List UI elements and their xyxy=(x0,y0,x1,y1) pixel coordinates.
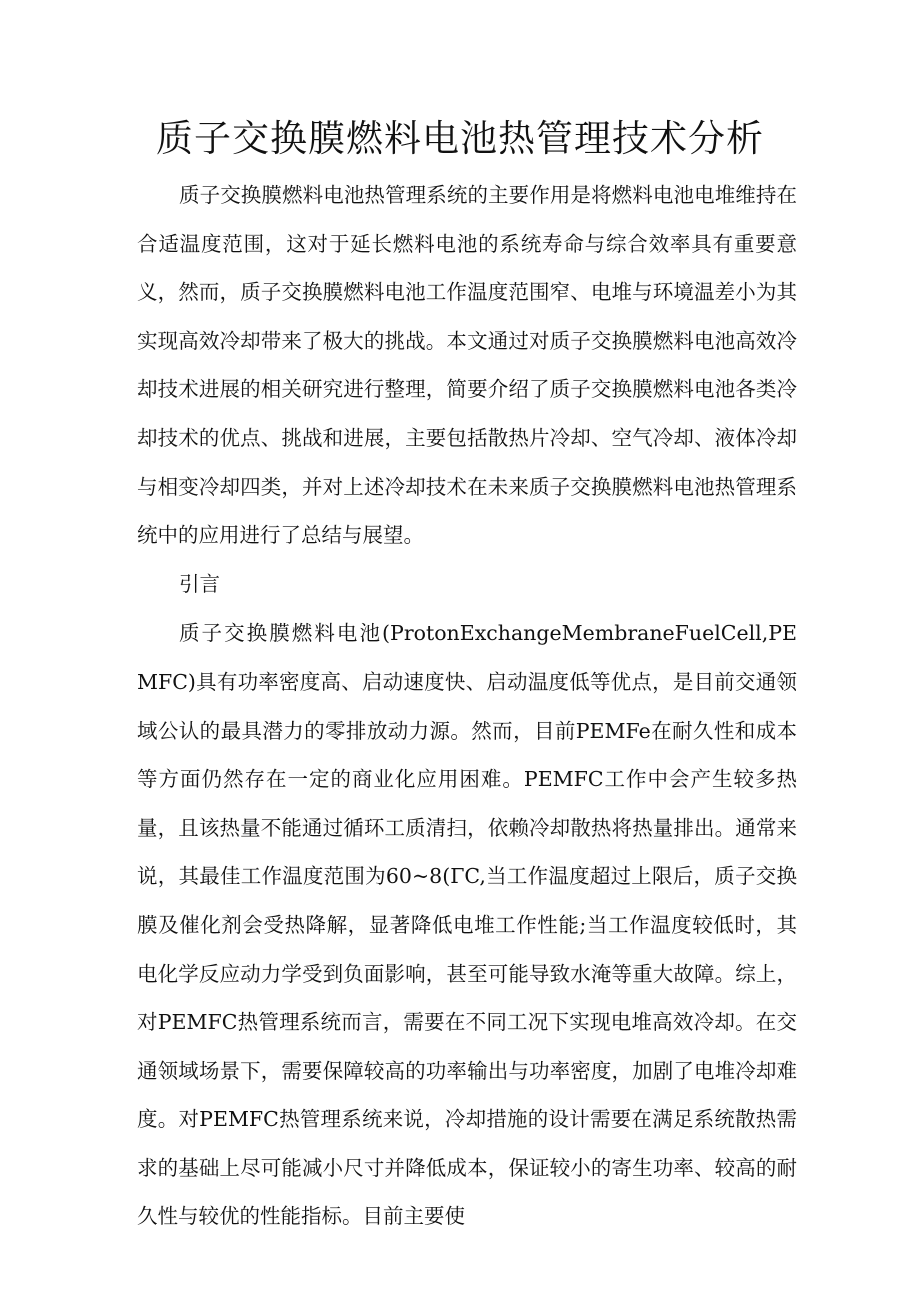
abstract-paragraph: 质子交换膜燃料电池热管理系统的主要作用是将燃料电池电堆维持在合适温度范围，这对于延长燃料电池的系统寿命与综合效率具有重要意义，然而，质子交换膜燃料电池工作温度范围窄、电堆与环境温差小为其实现高效冷却带来了极大的挑战。本文通过对质子交换膜燃料电池高效冷却技术进展的相关研究进行整理，简要介绍了质子交换膜燃料电池各类冷却技术的优点、挑战和进展，主要包括散热片冷却、空气冷却、液体冷却与相变冷却四类，并对上述冷却技术在未来质子交换膜燃料电池热管理系统中的应用进行了总结与展望。 xyxy=(137,183,797,548)
intro-paragraph: 质子交换膜燃料电池(ProtonExchangeMembraneFuelCell,PEMFC)具有功率密度高、启动速度快、启动温度低等优点，是目前交通领域公认的最具潜力的零排放动力源。然而，目前PEMFe在耐久性和成本等方面仍然存在一定的商业化应用困难。PEMFC工作中会产生较多热量，且该热量不能通过循环工质清扫，依赖冷却散热将热量排出。通常来说，其最佳工作温度范围为60~8(ΓC,当工作温度超过上限后，质子交换膜及催化剂会受热降解，显著降低电堆工作性能;当工作温度较低时，其电化学反应动力学受到负面影响，甚至可能导致水淹等重大故障。综上，对PEMFC热管理系统而言，需要在不同工况下实现电堆高效冷却。在交通领域场景下，需要保障较高的功率输出与功率密度，加剧了电堆冷却难度。对PEMFC热管理系统来说，冷却措施的设计需要在满足系统散热需求的基础上尽可能减小尺寸并降低成本，保证较小的寄生功率、较高的耐久性与较优的性能指标。目前主要使 xyxy=(137,621,797,1229)
document-title: 质子交换膜燃料电池热管理技术分析 xyxy=(156,117,764,160)
section-heading-introduction: 引言 xyxy=(179,571,220,596)
document-body xyxy=(137,171,797,1241)
